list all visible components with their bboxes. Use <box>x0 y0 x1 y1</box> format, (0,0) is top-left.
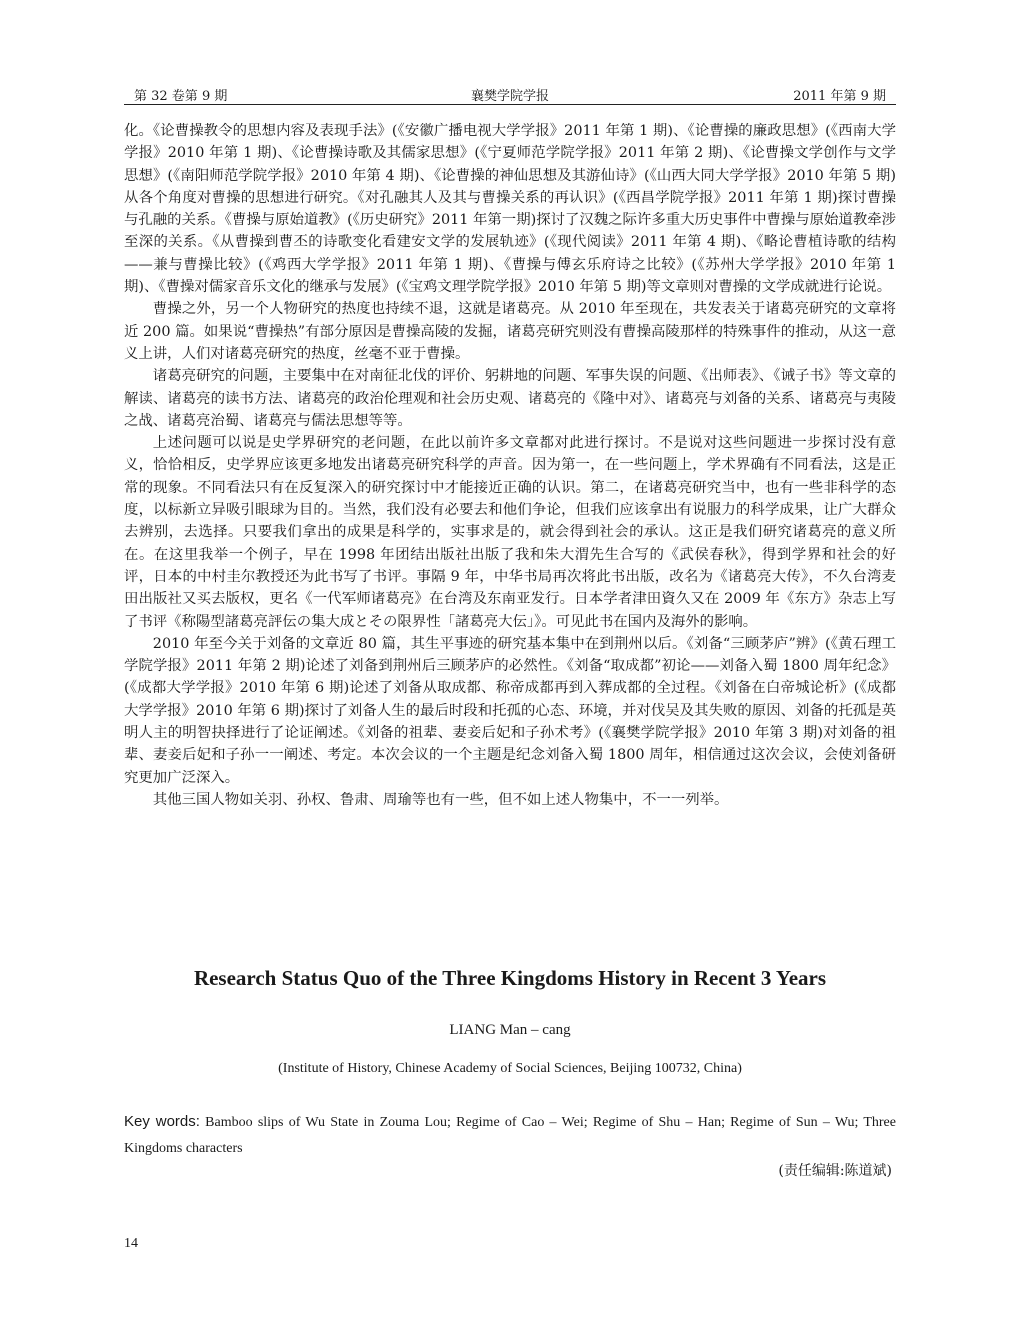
header-year-issue: 2011 年第 9 期 <box>793 89 886 104</box>
body-paragraph: 诸葛亮研究的问题，主要集中在对南征北伐的评价、躬耕地的问题、军事失误的问题、《出师表》、《诫子书》等文章的解读、诸葛亮的读书方法、诸葛亮的政治伦理观和社会历史观、诸葛亮的《隆中对》、诸葛亮与刘备的关系、诸葛亮与夷陵之战、诸葛亮治蜀、诸葛亮与儒法思想等等。 <box>124 368 896 429</box>
english-title: Research Status Quo of the Three Kingdoms History in Recent 3 Years <box>193 966 827 990</box>
article-body <box>124 120 896 811</box>
body-paragraph: 上述问题可以说是史学界研究的老问题，在此以前许多文章都对此进行探讨。不是说对这些问题进一步探讨没有意义，恰恰相反，史学界应该更多地发出诸葛亮研究科学的声音。因为第一，在一些问题上，学术界确有不同看法，这是正常的现象。不同看法只有在反复深入的研究探讨中才能接近正确的认识。第二，在诸葛亮研究当中，也有一些非科学的态度，以标新立异吸引眼球为目的。当然，我们没有必要去和他们争论，但我们应该拿出有说服力的科学成果，让广大群众去辨别，去选择。只要我们拿出的成果是科学的，实事求是的，就会得到社会的承认。这正是我们研究诸葛亮的意义所在。在这里我举一个例子，早在 1998 年团结出版社出版了我和朱大渭先生合写的《武侯春秋》，得到学界和社会的好评，日本的中村圭尔教授还为此书写了书评。事隔 9 年，中华书局再次将此书出版，改名为《诸葛亮大传》，不久台湾麦田出版社又买去版权，更名《一代军师诸葛亮》在台湾及东南亚发行。日本学者津田資久又在 2009 年《东方》杂志上写了书评《称陽型諸葛亮評伝の集大成とその限界性「諸葛亮大伝」》。可见此书在国内及海外的影响。 <box>124 435 896 630</box>
english-keywords <box>124 1109 896 1162</box>
english-affiliation: (Institute of History, Chinese Academy of Social Sciences, Beijing 100732, China) <box>278 1061 742 1076</box>
english-author: LIANG Man – cang <box>449 1022 571 1038</box>
keywords-text: Bamboo slips of Wu State in Zouma Lou; Regime of Cao – Wei; Regime of Shu – Han; Regime of Sun – Wu; Three Kingdoms characters <box>124 1115 896 1156</box>
body-paragraph: 2010 年至今关于刘备的文章近 80 篇，其生平事迹的研究基本集中在到荆州以后。《刘备“三顾茅庐”辨》(《黄石理工学院学报》2011 年第 2 期)论述了刘备到荆州后三顾茅庐的必然性。《刘备“取成都”初论——刘备入蜀 1800 周年纪念》(《成都大学学报》2010 年第 6 期)论述了刘备从取成都、称帝成都再到入葬成都的全过程。《刘备在白帝城论析》(《成都大学学报》2010 年第 6 期)探讨了刘备人生的最后时段和托孤的心态、环境，并对伐吴及其失败的原因、刘备的托孤是英明人主的明智抉择进行了论证阐述。《刘备的祖辈、妻妾后妃和子孙术考》(《襄樊学院学报》2010 年第 3 期)对刘备的祖辈、妻妾后妃和子孙一一阐述、考定。本次会议的一个主题是纪念刘备入蜀 1800 周年，相信通过这次会议，会使刘备研究更加广泛深入。 <box>124 635 896 786</box>
body-paragraph: 曹操之外，另一个人物研究的热度也持续不退，这就是诸葛亮。从 2010 年至现在，共发表关于诸葛亮研究的文章将近 200 篇。如果说“曹操热”有部分原因是曹操高陵的发掘，诸葛亮研究则没有曹操高陵那样的特殊事件的推动，从这一意义上讲，人们对诸葛亮研究的热度，丝毫不亚于曹操。 <box>124 301 896 362</box>
responsible-editor: (责任编辑:陈道斌) <box>778 1163 892 1179</box>
body-paragraph: 其他三国人物如关羽、孙权、鲁肃、周瑜等也有一些，但不如上述人物集中，不一一列举。 <box>152 791 729 808</box>
keywords-label: Key words: <box>124 1113 200 1130</box>
running-header <box>124 80 896 105</box>
header-journal-name: 襄樊学院学报 <box>470 89 549 104</box>
body-paragraph: 化。《论曹操教令的思想内容及表现手法》(《安徽广播电视大学学报》2011 年第 1 期)、《论曹操的廉政思想》(《西南大学学报》2010 年第 1 期)、《论曹操诗歌及其儒家思想》(《宁夏师范学院学报》2011 年第 2 期)、《论曹操文学创作与文学思想》(《南阳师范学院学报》2010 年第 4 期)、《论曹操的神仙思想及其游仙诗》(《山西大同大学学报》2010 年第 5 期)从各个角度对曹操的思想进行研究。《对孔融其人及其与曹操关系的再认识》(《西昌学院学报》2011 年第 1 期)探讨曹操与孔融的关系。《曹操与原始道教》(《历史研究》2011 年第一期)探讨了汉魏之际许多重大历史事件中曹操与原始道教牵涉至深的关系。《从曹操到曹丕的诗歌变化看建安文学的发展轨迹》(《现代阅读》2011 年第 4 期)、《略论曹植诗歌的结构——兼与曹操比较》(《鸡西大学学报》2011 年第 1 期)、《曹操与傅玄乐府诗之比较》(《苏州大学学报》2010 年第 1 期)、《曹操对儒家音乐文化的继承与发展》(《宝鸡文理学院学报》2010 年第 5 期)等文章则对曹操的文学成就进行论说。 <box>124 123 896 296</box>
page-number: 14 <box>124 1236 138 1251</box>
header-volume-issue: 第 32 卷第 9 期 <box>134 89 228 104</box>
